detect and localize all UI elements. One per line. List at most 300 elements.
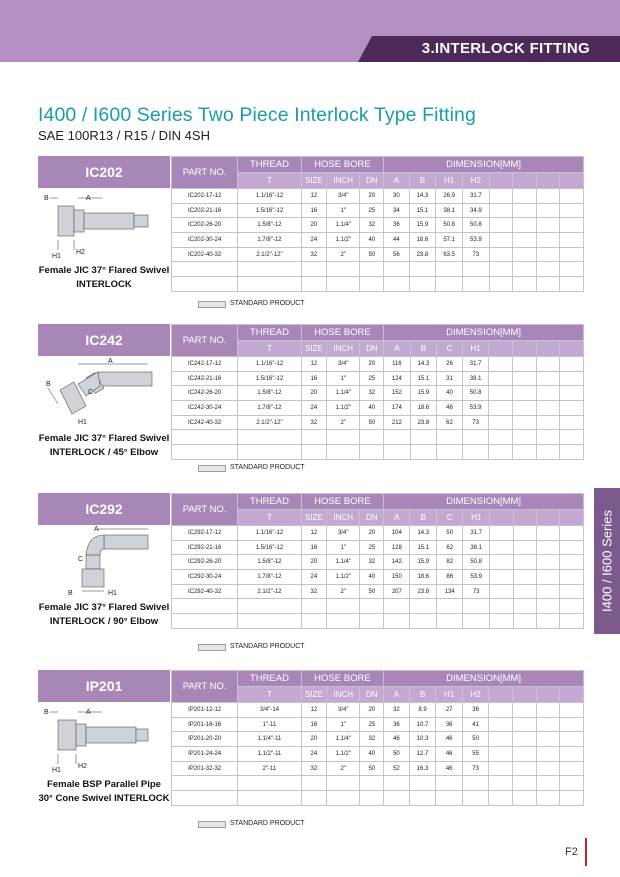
col-dn: DN xyxy=(360,173,384,189)
table-cell: 40 xyxy=(360,747,384,762)
table-cell: 25 xyxy=(360,540,384,555)
table-cell: 46 xyxy=(436,732,462,747)
table-cell: 1"-11 xyxy=(238,717,301,732)
table-cell: 20 xyxy=(360,189,384,204)
table-cell: 53.9 xyxy=(463,570,490,585)
table-cell: 73 xyxy=(462,761,488,776)
product-description xyxy=(38,778,170,808)
product-desc-line2: INTERLOCK xyxy=(76,279,132,290)
table-cell-empty xyxy=(512,776,536,791)
table-cell-empty xyxy=(536,584,559,599)
table-cell-empty xyxy=(301,430,327,445)
table-cell: 2"-11 xyxy=(238,761,301,776)
table-cell-empty xyxy=(360,614,384,629)
table-cell: 15.1 xyxy=(410,371,437,386)
table-cell: 1.5/16"-12 xyxy=(238,371,301,386)
table-cell-empty xyxy=(513,357,537,372)
table-cell: 2" xyxy=(327,761,360,776)
table-cell: 50.8 xyxy=(462,386,489,401)
table-cell-empty xyxy=(513,371,537,386)
table-row xyxy=(172,732,584,747)
table-cell-empty xyxy=(489,277,513,292)
table-cell: IP201-16-16 xyxy=(172,717,238,732)
table-row-empty xyxy=(172,430,584,445)
table-row xyxy=(172,717,584,732)
table-cell: 50 xyxy=(437,526,463,541)
table-cell: 10.7 xyxy=(409,717,436,732)
table-cell-empty xyxy=(560,732,584,747)
table-cell-empty xyxy=(489,776,513,791)
col-dim-empty xyxy=(489,173,513,189)
table-row xyxy=(172,747,584,762)
table-cell: 73 xyxy=(463,584,490,599)
table-cell-empty xyxy=(436,277,463,292)
svg-text:A: A xyxy=(86,709,91,716)
table-cell-empty xyxy=(560,277,584,292)
table-cell-empty xyxy=(512,703,536,718)
table-cell: 32 xyxy=(360,732,384,747)
col-dim-h1: H1 xyxy=(436,173,463,189)
table-cell-empty xyxy=(489,415,513,430)
table-row xyxy=(172,703,584,718)
table-cell: 20 xyxy=(360,526,384,541)
table-cell-empty xyxy=(410,445,437,460)
table-row-empty xyxy=(172,776,584,791)
table-cell-empty xyxy=(560,357,584,372)
table-cell: 50 xyxy=(462,732,488,747)
table-cell: 1.1/2" xyxy=(327,401,360,416)
table-cell-empty xyxy=(437,599,463,614)
table-cell: 46 xyxy=(436,747,462,762)
col-part-no: PART NO. xyxy=(172,671,238,703)
table-cell: 25 xyxy=(360,203,384,218)
table-cell: 8.9 xyxy=(409,703,436,718)
col-dim-empty xyxy=(489,687,513,703)
table-cell-empty xyxy=(301,791,327,806)
table-cell-empty xyxy=(560,371,584,386)
table-row xyxy=(172,415,584,430)
table-cell: 62 xyxy=(437,540,463,555)
svg-text:H1: H1 xyxy=(78,419,87,426)
table-cell: 2.1/2"-12 xyxy=(238,584,301,599)
table-cell-empty xyxy=(536,703,560,718)
table-cell: 36 xyxy=(384,218,409,233)
fitting-drawing-ic202 xyxy=(38,188,170,264)
svg-text:A: A xyxy=(94,526,99,533)
table-row xyxy=(172,570,584,585)
table-cell: 1.1/16"-12 xyxy=(238,189,301,204)
table-cell: 50 xyxy=(360,761,384,776)
table-cell-empty xyxy=(238,262,301,277)
table-row xyxy=(172,401,584,416)
col-part-no: PART NO. xyxy=(172,157,238,189)
table-cell: 32 xyxy=(384,703,409,718)
table-cell: 46 xyxy=(437,401,462,416)
table-cell: 1.1/4" xyxy=(327,218,360,233)
table-cell-empty xyxy=(489,717,513,732)
svg-text:H1: H1 xyxy=(52,767,61,774)
table-cell: IC242-17-12 xyxy=(172,357,238,372)
table-cell: 34 xyxy=(384,203,409,218)
table-cell-empty xyxy=(490,599,513,614)
section-tab xyxy=(372,36,620,62)
table-cell-empty xyxy=(560,761,584,776)
table-row xyxy=(172,189,584,204)
table-cell-empty xyxy=(536,599,559,614)
table-cell: 46 xyxy=(436,761,462,776)
table-cell-empty xyxy=(238,445,301,460)
table-cell-empty xyxy=(360,262,384,277)
table-cell-empty xyxy=(489,218,513,233)
col-dim-c: C xyxy=(437,510,463,526)
col-thread-t: T xyxy=(238,687,301,703)
table-cell-empty xyxy=(560,430,584,445)
product-drawing xyxy=(38,188,170,264)
table-cell-empty xyxy=(490,526,513,541)
table-cell-empty xyxy=(327,430,360,445)
col-dim-h2: H2 xyxy=(463,173,490,189)
table-cell-empty xyxy=(489,747,513,762)
table-cell: 1.1/2"-11 xyxy=(238,747,301,762)
table-cell: 82 xyxy=(437,555,463,570)
table-cell-empty xyxy=(560,540,584,555)
col-dim-b: B xyxy=(409,173,436,189)
table-cell-empty xyxy=(536,386,560,401)
table-cell-empty xyxy=(360,277,384,292)
side-tab xyxy=(594,488,620,634)
table-cell: 16 xyxy=(301,203,327,218)
table-cell-empty xyxy=(560,703,584,718)
spec-table xyxy=(171,670,584,806)
table-cell: 24 xyxy=(301,570,327,585)
table-cell-empty xyxy=(536,277,560,292)
table-cell: 3/4" xyxy=(327,703,360,718)
table-cell-empty xyxy=(513,555,536,570)
table-cell: 12 xyxy=(301,357,327,372)
table-cell: 56 xyxy=(384,247,409,262)
product-description xyxy=(38,601,170,631)
table-cell: 12.7 xyxy=(409,747,436,762)
product-desc-line2: INTERLOCK / 90° Elbow xyxy=(49,616,159,627)
table-cell-empty xyxy=(490,555,513,570)
table-cell-empty xyxy=(384,791,409,806)
col-dn: DN xyxy=(360,687,384,703)
table-cell-empty xyxy=(410,614,437,629)
table-cell: 14.3 xyxy=(410,526,437,541)
table-cell-empty xyxy=(512,717,536,732)
table-cell: 124 xyxy=(384,371,410,386)
table-cell: 23.8 xyxy=(410,415,437,430)
col-dimension: DIMENSION[MM] xyxy=(384,325,584,341)
spec-table xyxy=(171,156,584,292)
col-inch: INCH xyxy=(327,510,360,526)
table-cell: 150 xyxy=(384,570,410,585)
table-cell-empty xyxy=(462,776,488,791)
table-cell: 50.8 xyxy=(463,218,490,233)
table-cell: IC202-21-16 xyxy=(172,203,238,218)
table-row-empty xyxy=(172,262,584,277)
table-cell: 1.5/8"-12 xyxy=(238,555,301,570)
table-cell: IP201-12-12 xyxy=(172,703,238,718)
table-cell-empty xyxy=(238,614,301,629)
table-cell: 50 xyxy=(384,747,409,762)
page-title: I400 / I600 Series Two Piece Interlock Type Fitting xyxy=(38,104,476,126)
table-cell-empty xyxy=(513,247,537,262)
table-cell: 12 xyxy=(301,189,327,204)
product-desc-line1: Female JIC 37° Flared Swivel xyxy=(38,433,170,444)
col-dim-b: B xyxy=(410,341,437,357)
col-dim-empty xyxy=(536,510,559,526)
table-cell: 32 xyxy=(301,584,327,599)
table-cell-empty xyxy=(560,445,584,460)
col-dim-a: A xyxy=(384,173,409,189)
spec-table xyxy=(171,324,584,460)
table-cell-empty xyxy=(560,526,584,541)
table-cell: 16.3 xyxy=(409,761,436,776)
col-dim-empty xyxy=(560,510,584,526)
legend-swatch xyxy=(198,644,226,651)
table-cell: 20 xyxy=(301,386,327,401)
table-cell-empty xyxy=(536,791,560,806)
table-cell-empty xyxy=(536,717,560,732)
table-cell-empty xyxy=(384,445,410,460)
table-cell: 38.1 xyxy=(463,540,490,555)
table-cell-empty xyxy=(238,599,301,614)
table-cell: 3/4" xyxy=(327,189,360,204)
table-cell-empty xyxy=(560,262,584,277)
table-cell: 31.7 xyxy=(463,189,490,204)
table-cell: 3/4" xyxy=(327,526,360,541)
col-size: SIZE xyxy=(301,341,327,357)
col-dim-empty xyxy=(560,173,584,189)
table-cell-empty xyxy=(536,203,560,218)
table-cell-empty xyxy=(436,262,463,277)
table-cell: 52 xyxy=(384,761,409,776)
table-cell-empty xyxy=(489,791,513,806)
product-code: IC292 xyxy=(38,493,170,525)
table-cell-empty xyxy=(560,203,584,218)
col-inch: INCH xyxy=(327,341,360,357)
table-cell-empty xyxy=(327,599,360,614)
table-cell-empty xyxy=(409,277,436,292)
table-cell: IC242-26-20 xyxy=(172,386,238,401)
page-number: F2 xyxy=(565,846,578,858)
table-cell-empty xyxy=(489,386,513,401)
table-cell: 14.3 xyxy=(410,357,437,372)
table-cell-empty xyxy=(560,415,584,430)
table-cell: 1" xyxy=(327,203,360,218)
svg-text:B: B xyxy=(46,381,51,388)
table-cell-empty xyxy=(536,218,560,233)
table-cell: 1.5/16"-12 xyxy=(238,203,301,218)
table-cell-empty xyxy=(238,776,301,791)
table-cell: 212 xyxy=(384,415,410,430)
table-cell: 31.7 xyxy=(463,526,490,541)
table-cell-empty xyxy=(463,277,490,292)
table-cell-empty xyxy=(489,371,513,386)
table-cell: 3/4"-14 xyxy=(238,703,301,718)
table-cell-empty xyxy=(513,415,537,430)
table-cell-empty xyxy=(301,614,327,629)
col-dim-a: A xyxy=(384,341,410,357)
table-cell-empty xyxy=(560,555,584,570)
table-row xyxy=(172,526,584,541)
table-cell-empty xyxy=(327,614,360,629)
table-cell-empty xyxy=(327,277,360,292)
table-cell: 1" xyxy=(327,540,360,555)
table-cell-empty xyxy=(301,445,327,460)
table-cell: 12 xyxy=(301,703,327,718)
table-cell: 20 xyxy=(360,703,384,718)
table-cell-empty xyxy=(489,262,513,277)
legend-label: STANDARD PRODUCT xyxy=(230,464,305,471)
table-cell-empty xyxy=(489,430,513,445)
table-cell-empty xyxy=(409,262,436,277)
table-cell: 18.6 xyxy=(410,570,437,585)
table-cell-empty xyxy=(536,233,560,248)
table-cell: 20 xyxy=(301,218,327,233)
table-cell: 53.9 xyxy=(463,233,490,248)
table-cell-empty xyxy=(513,401,537,416)
table-cell-empty xyxy=(360,776,384,791)
table-cell-empty xyxy=(536,526,559,541)
col-dim-empty xyxy=(513,341,537,357)
table-cell-empty xyxy=(327,791,360,806)
table-cell-empty xyxy=(238,277,301,292)
table-cell: 50.8 xyxy=(463,555,490,570)
table-cell-empty xyxy=(462,791,488,806)
table-cell-empty xyxy=(327,262,360,277)
col-dim-empty xyxy=(560,341,584,357)
table-row xyxy=(172,386,584,401)
table-cell: 38.1 xyxy=(462,371,489,386)
table-cell-empty xyxy=(172,776,238,791)
table-cell-empty xyxy=(513,218,537,233)
table-cell: 3/4" xyxy=(327,357,360,372)
col-dim-empty xyxy=(513,173,537,189)
table-row xyxy=(172,233,584,248)
col-thread-t: T xyxy=(238,173,301,189)
table-cell-empty xyxy=(536,415,560,430)
fitting-drawing-ip201 xyxy=(38,702,170,778)
table-cell: 32 xyxy=(301,247,327,262)
table-cell-empty xyxy=(536,732,560,747)
svg-text:H2: H2 xyxy=(76,249,85,256)
table-cell-empty xyxy=(560,776,584,791)
table-cell: 1.5/8"-12 xyxy=(238,218,301,233)
col-dimension: DIMENSION[MM] xyxy=(384,671,584,687)
col-dim-a: A xyxy=(384,510,410,526)
table-cell: IC292-21-16 xyxy=(172,540,238,555)
table-cell: 1.1/4" xyxy=(327,555,360,570)
table-cell-empty xyxy=(489,401,513,416)
table-cell-empty xyxy=(560,233,584,248)
product-code: IP201 xyxy=(38,670,170,702)
table-cell-empty xyxy=(513,526,536,541)
table-cell-empty xyxy=(536,761,560,776)
table-cell-empty xyxy=(301,599,327,614)
col-size: SIZE xyxy=(301,173,327,189)
table-cell-empty xyxy=(536,747,560,762)
svg-text:B: B xyxy=(44,195,49,202)
table-cell: 16 xyxy=(301,371,327,386)
table-cell: 15.1 xyxy=(410,540,437,555)
table-cell: 32 xyxy=(360,218,384,233)
table-cell: 86 xyxy=(437,570,463,585)
table-cell: 20 xyxy=(301,732,327,747)
table-cell-empty xyxy=(513,233,537,248)
table-cell: 1.1/2" xyxy=(327,747,360,762)
table-cell-empty xyxy=(384,262,409,277)
table-cell-empty xyxy=(489,445,513,460)
table-cell: IC292-30-24 xyxy=(172,570,238,585)
table-row-empty xyxy=(172,791,584,806)
table-cell-empty xyxy=(489,357,513,372)
table-cell: 12 xyxy=(301,526,327,541)
table-cell-empty xyxy=(489,203,513,218)
col-dim-empty xyxy=(536,173,560,189)
col-thread: THREAD xyxy=(238,325,301,341)
table-cell-empty xyxy=(560,218,584,233)
table-cell: 25 xyxy=(360,717,384,732)
table-cell-empty xyxy=(490,614,513,629)
table-row xyxy=(172,357,584,372)
table-cell: 2" xyxy=(327,247,360,262)
table-cell: 31 xyxy=(437,371,462,386)
table-cell-empty xyxy=(513,584,536,599)
table-cell: 1.1/16"-12 xyxy=(238,526,301,541)
table-cell: 128 xyxy=(384,540,410,555)
table-cell-empty xyxy=(560,717,584,732)
table-cell: 1" xyxy=(327,371,360,386)
table-cell-empty xyxy=(560,570,584,585)
table-cell: 116 xyxy=(384,357,410,372)
table-cell: 40 xyxy=(437,386,462,401)
table-cell-empty xyxy=(536,540,559,555)
spec-table xyxy=(171,493,584,629)
table-cell-empty xyxy=(172,262,238,277)
table-row xyxy=(172,540,584,555)
col-dim-empty xyxy=(536,687,560,703)
table-cell: 134 xyxy=(437,584,463,599)
table-cell: 18.6 xyxy=(410,401,437,416)
table-cell-empty xyxy=(536,555,559,570)
table-cell: 41 xyxy=(462,717,488,732)
table-cell-empty xyxy=(513,203,537,218)
table-cell: 20 xyxy=(301,555,327,570)
table-cell: 40 xyxy=(360,401,384,416)
table-cell: 24 xyxy=(301,233,327,248)
table-cell-empty xyxy=(536,614,559,629)
table-cell: IC242-40-32 xyxy=(172,415,238,430)
svg-text:H1: H1 xyxy=(52,253,61,260)
table-cell-empty xyxy=(301,776,327,791)
table-cell-empty xyxy=(360,791,384,806)
table-cell-empty xyxy=(172,277,238,292)
table-cell-empty xyxy=(172,445,238,460)
product-desc-line1: Female JIC 37° Flared Swivel xyxy=(38,602,170,613)
table-cell-empty xyxy=(513,262,537,277)
table-cell-empty xyxy=(560,247,584,262)
table-cell-empty xyxy=(384,277,409,292)
table-cell-empty xyxy=(327,445,360,460)
legend-label: STANDARD PRODUCT xyxy=(230,643,305,650)
col-inch: INCH xyxy=(327,687,360,703)
svg-text:C: C xyxy=(78,556,84,563)
col-dim-empty xyxy=(513,510,536,526)
table-cell-empty xyxy=(512,791,536,806)
table-cell-empty xyxy=(560,401,584,416)
